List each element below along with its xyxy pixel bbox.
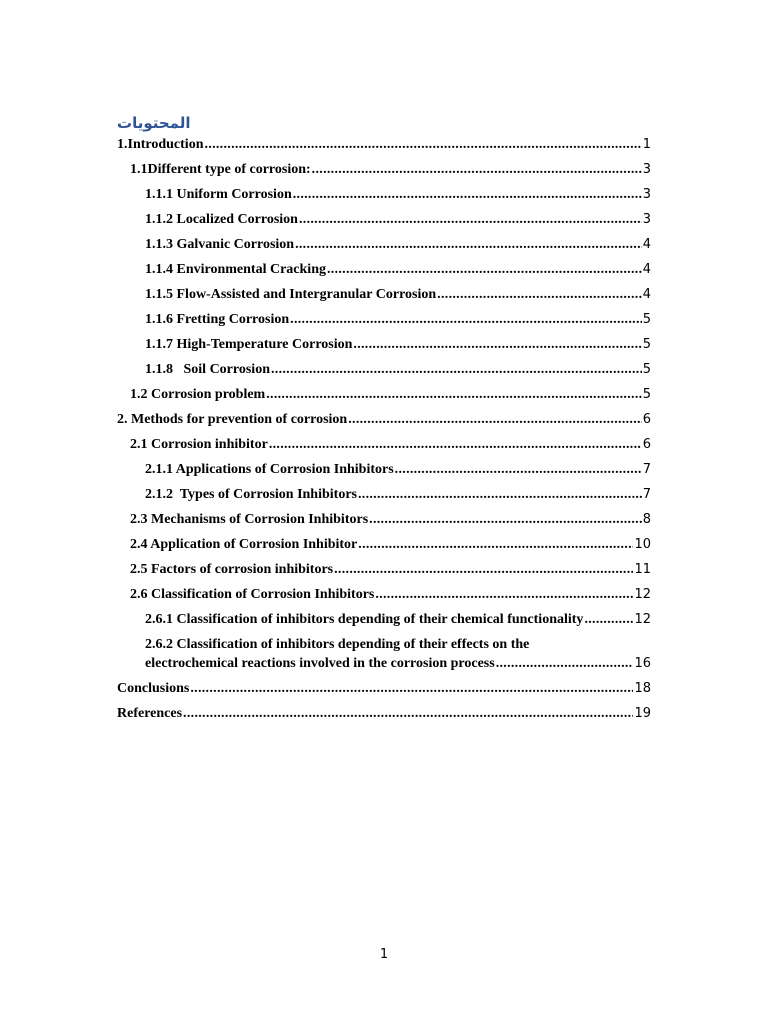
toc-entry-title-line2: electrochemical reactions involved in the corrosion process <box>145 656 495 671</box>
toc-entry-page: 7 <box>642 462 651 477</box>
toc-entry-page: 5 <box>642 387 651 402</box>
dot-leader <box>353 335 641 354</box>
toc-entry-title: 2.3 Mechanisms of Corrosion Inhibitors <box>130 512 369 527</box>
toc-entry-title: 1.1.5 Flow-Assisted and Intergranular Corrosion <box>145 287 437 302</box>
dot-leader <box>293 185 642 204</box>
dot-leader <box>204 135 641 154</box>
toc-entry-title: 1.1.2 Localized Corrosion <box>145 212 298 227</box>
toc-entry-conclusions[interactable] <box>117 679 651 698</box>
toc-entry-title: 2. Methods for prevention of corrosion <box>117 412 348 427</box>
dot-leader <box>375 585 633 604</box>
toc-entry-title: 2.1 Corrosion inhibitor <box>130 437 268 452</box>
toc-entry-title: 1.1.6 Fretting Corrosion <box>145 312 290 327</box>
toc-heading: المحتويات <box>117 114 191 132</box>
toc-entry-title: 2.6 Classification of Corrosion Inhibitors <box>130 587 375 602</box>
toc-entry-page: 5 <box>642 312 651 327</box>
toc-entry-page: 12 <box>634 612 651 627</box>
toc-entry-page: 4 <box>642 287 651 302</box>
dot-leader <box>584 610 633 629</box>
toc-entry[interactable] <box>117 135 651 154</box>
page-number: 1 <box>379 947 389 962</box>
dot-leader <box>190 679 633 698</box>
toc-entry-multiline[interactable] <box>117 635 651 673</box>
toc-entry[interactable] <box>117 160 651 179</box>
dot-leader <box>271 360 642 379</box>
toc-entry[interactable] <box>117 585 651 604</box>
dot-leader <box>312 160 642 179</box>
toc-entry-title: 2.1.2 Types of Corrosion Inhibitors <box>145 487 357 502</box>
toc-entry[interactable] <box>117 410 651 429</box>
toc-entry-page: 16 <box>634 656 651 671</box>
toc-entry-page: 5 <box>642 337 651 352</box>
toc-entry-page: 11 <box>634 562 651 577</box>
dot-leader <box>395 460 642 479</box>
dot-leader <box>266 385 642 404</box>
dot-leader <box>437 285 642 304</box>
toc-entry[interactable] <box>117 385 651 404</box>
toc-entry-page: 18 <box>634 681 651 696</box>
toc-entry[interactable] <box>117 310 651 329</box>
dot-leader <box>183 704 633 723</box>
toc-entry-title: 1.1.7 High-Temperature Corrosion <box>145 337 353 352</box>
toc-entry-title: 1.1Different type of corrosion: <box>130 162 311 177</box>
table-of-contents <box>117 135 651 723</box>
dot-leader <box>496 654 634 673</box>
toc-entry-page: 10 <box>634 537 651 552</box>
dot-leader <box>295 235 642 254</box>
toc-entry[interactable] <box>117 210 651 229</box>
toc-entry-page: 5 <box>642 362 651 377</box>
toc-entry-page: 3 <box>642 187 651 202</box>
toc-entry-page: 4 <box>642 237 651 252</box>
toc-entry[interactable] <box>117 510 651 529</box>
toc-entry-references[interactable] <box>117 704 651 723</box>
toc-entry-page: 12 <box>634 587 651 602</box>
toc-entry[interactable] <box>117 535 651 554</box>
dot-leader <box>269 435 642 454</box>
toc-entry-title: 1.2 Corrosion problem <box>130 387 266 402</box>
toc-entry-title-line1: 2.6.2 Classification of inhibitors depending of their effects on the <box>145 637 530 652</box>
toc-entry[interactable] <box>117 485 651 504</box>
toc-entry-title: 2.4 Application of Corrosion Inhibitor <box>130 537 358 552</box>
toc-entry[interactable] <box>117 610 651 629</box>
toc-entry-page: 8 <box>642 512 651 527</box>
toc-entry[interactable] <box>117 460 651 479</box>
toc-entry[interactable] <box>117 185 651 204</box>
toc-entry[interactable] <box>117 335 651 354</box>
toc-entry-title: Conclusions <box>117 681 190 696</box>
toc-entry-title: References <box>117 706 183 721</box>
dot-leader <box>334 560 633 579</box>
toc-entry-title: 2.1.1 Applications of Corrosion Inhibitors <box>145 462 394 477</box>
toc-entry-page: 4 <box>642 262 651 277</box>
toc-entry-page: 6 <box>642 412 651 427</box>
toc-entry-page: 1 <box>642 137 651 152</box>
toc-entry-page: 7 <box>642 487 651 502</box>
dot-leader <box>290 310 642 329</box>
toc-entry[interactable] <box>117 235 651 254</box>
toc-entry-title: 1.1.4 Environmental Cracking <box>145 262 326 277</box>
toc-entry[interactable] <box>117 360 651 379</box>
toc-entry[interactable] <box>117 260 651 279</box>
dot-leader <box>327 260 642 279</box>
toc-entry-title: 1.1.1 Uniform Corrosion <box>145 187 292 202</box>
toc-entry-page: 6 <box>642 437 651 452</box>
toc-entry-page: 3 <box>642 212 651 227</box>
toc-entry[interactable] <box>117 285 651 304</box>
toc-entry[interactable] <box>117 560 651 579</box>
dot-leader <box>358 485 642 504</box>
toc-entry-page: 19 <box>634 706 651 721</box>
toc-entry-page: 3 <box>642 162 651 177</box>
dot-leader <box>348 410 642 429</box>
toc-entry-title: 1.1.8 Soil Corrosion <box>145 362 270 377</box>
toc-entry-title: 2.6.1 Classification of inhibitors depending of their chemical functionality <box>145 612 584 627</box>
dot-leader <box>369 510 642 529</box>
toc-entry[interactable] <box>117 435 651 454</box>
toc-entry-title: 2.5 Factors of corrosion inhibitors <box>130 562 334 577</box>
dot-leader <box>358 535 633 554</box>
toc-entry-title: 1.1.3 Galvanic Corrosion <box>145 237 295 252</box>
dot-leader <box>299 210 642 229</box>
toc-entry-title: 1.Introduction <box>117 137 204 152</box>
